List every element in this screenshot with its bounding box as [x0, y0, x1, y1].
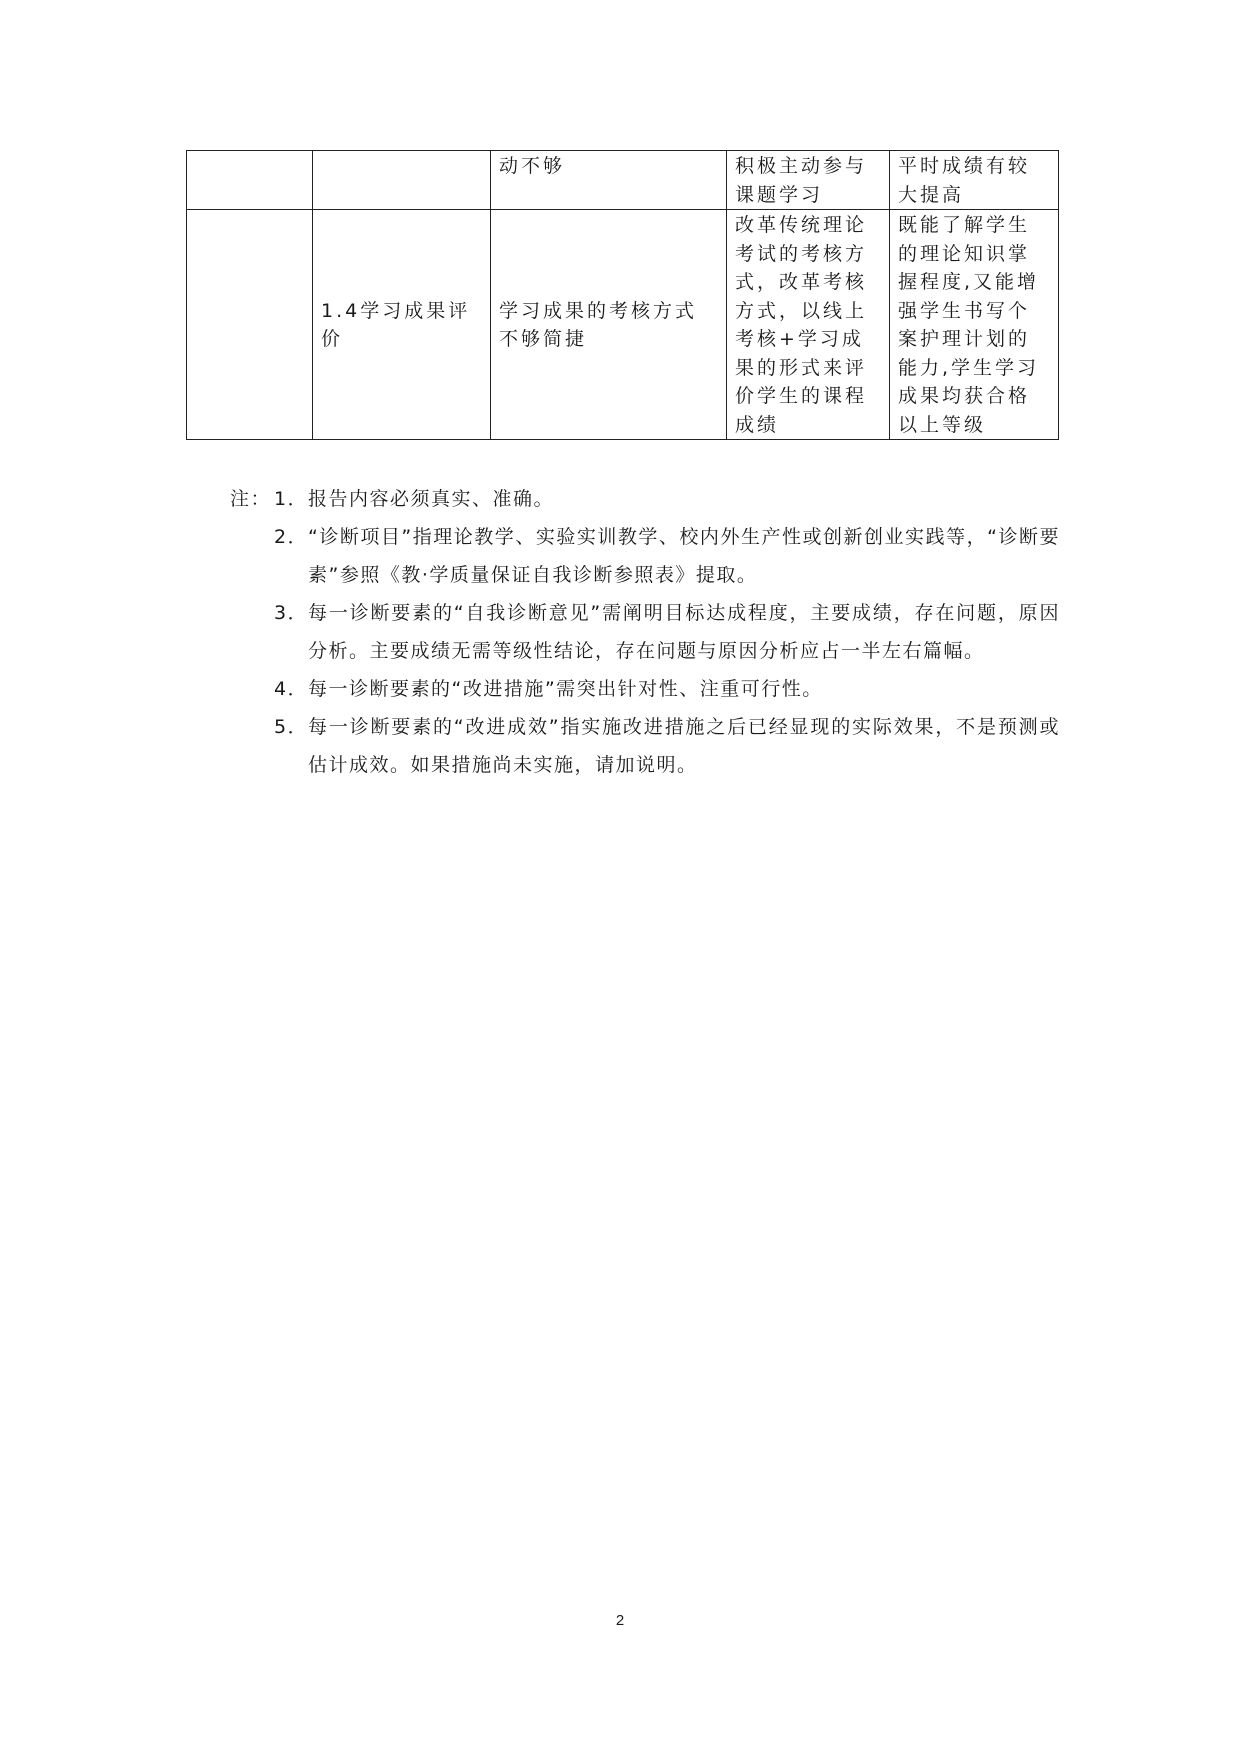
- note-index: 2．: [274, 526, 309, 548]
- note-index: 5．: [274, 716, 309, 738]
- note-index: 1．: [274, 488, 309, 510]
- table-cell-project: [187, 151, 313, 210]
- table-cell-effect: 平时成绩有较大提高: [890, 151, 1059, 210]
- note-index: 3．: [274, 602, 309, 624]
- note-item: [274, 708, 1060, 784]
- note-text: 每一诊断要素的“自我诊断意见”需阐明目标达成程度，主要成绩，存在问题，原因分析。主要成绩无需等级性结论，存在问题与原因分析应占一半左右篇幅。: [308, 602, 1060, 662]
- table-cell-effect: 既能了解学生的理论知识掌握程度,又能增强学生书写个案护理计划的能力,学生学习成果均获合格以上等级: [890, 210, 1059, 440]
- note-item: [274, 518, 1060, 594]
- table-cell-element: [313, 151, 491, 210]
- note-text: 每一诊断要素的“改进措施”需突出针对性、注重可行性。: [308, 678, 823, 700]
- note-text: 报告内容必须真实、准确。: [308, 488, 555, 510]
- note-first-line: [230, 480, 1060, 518]
- diagnosis-table: [186, 150, 1059, 440]
- page-number: 2: [615, 1612, 625, 1629]
- table-row: [187, 210, 1059, 440]
- table-cell-element: 1.4学习成果评价: [313, 210, 491, 440]
- table-cell-opinion: 学习成果的考核方式不够简捷: [491, 210, 727, 440]
- note-item: [274, 594, 1060, 670]
- note-index: 4．: [274, 678, 309, 700]
- table-row: [187, 151, 1059, 210]
- notes-prefix: 注：: [230, 488, 272, 510]
- note-item: [274, 670, 1060, 708]
- note-text: “诊断项目”指理论教学、实验实训教学、校内外生产性或创新创业实践等，“诊断要素”参照《教·学质量保证自我诊断参照表》提取。: [308, 526, 1060, 586]
- notes-section: [230, 480, 1060, 784]
- table-cell-project: [187, 210, 313, 440]
- table-cell-measure: 改革传统理论考试的考核方式，改革考核方式，以线上考核+学习成果的形式来评价学生的课程成绩: [727, 210, 890, 440]
- table-cell-measure: 积极主动参与课题学习: [727, 151, 890, 210]
- note-text: 每一诊断要素的“改进成效”指实施改进措施之后已经显现的实际效果，不是预测或估计成效。如果措施尚未实施，请加说明。: [308, 716, 1060, 776]
- table-cell-opinion: 动不够: [491, 151, 727, 210]
